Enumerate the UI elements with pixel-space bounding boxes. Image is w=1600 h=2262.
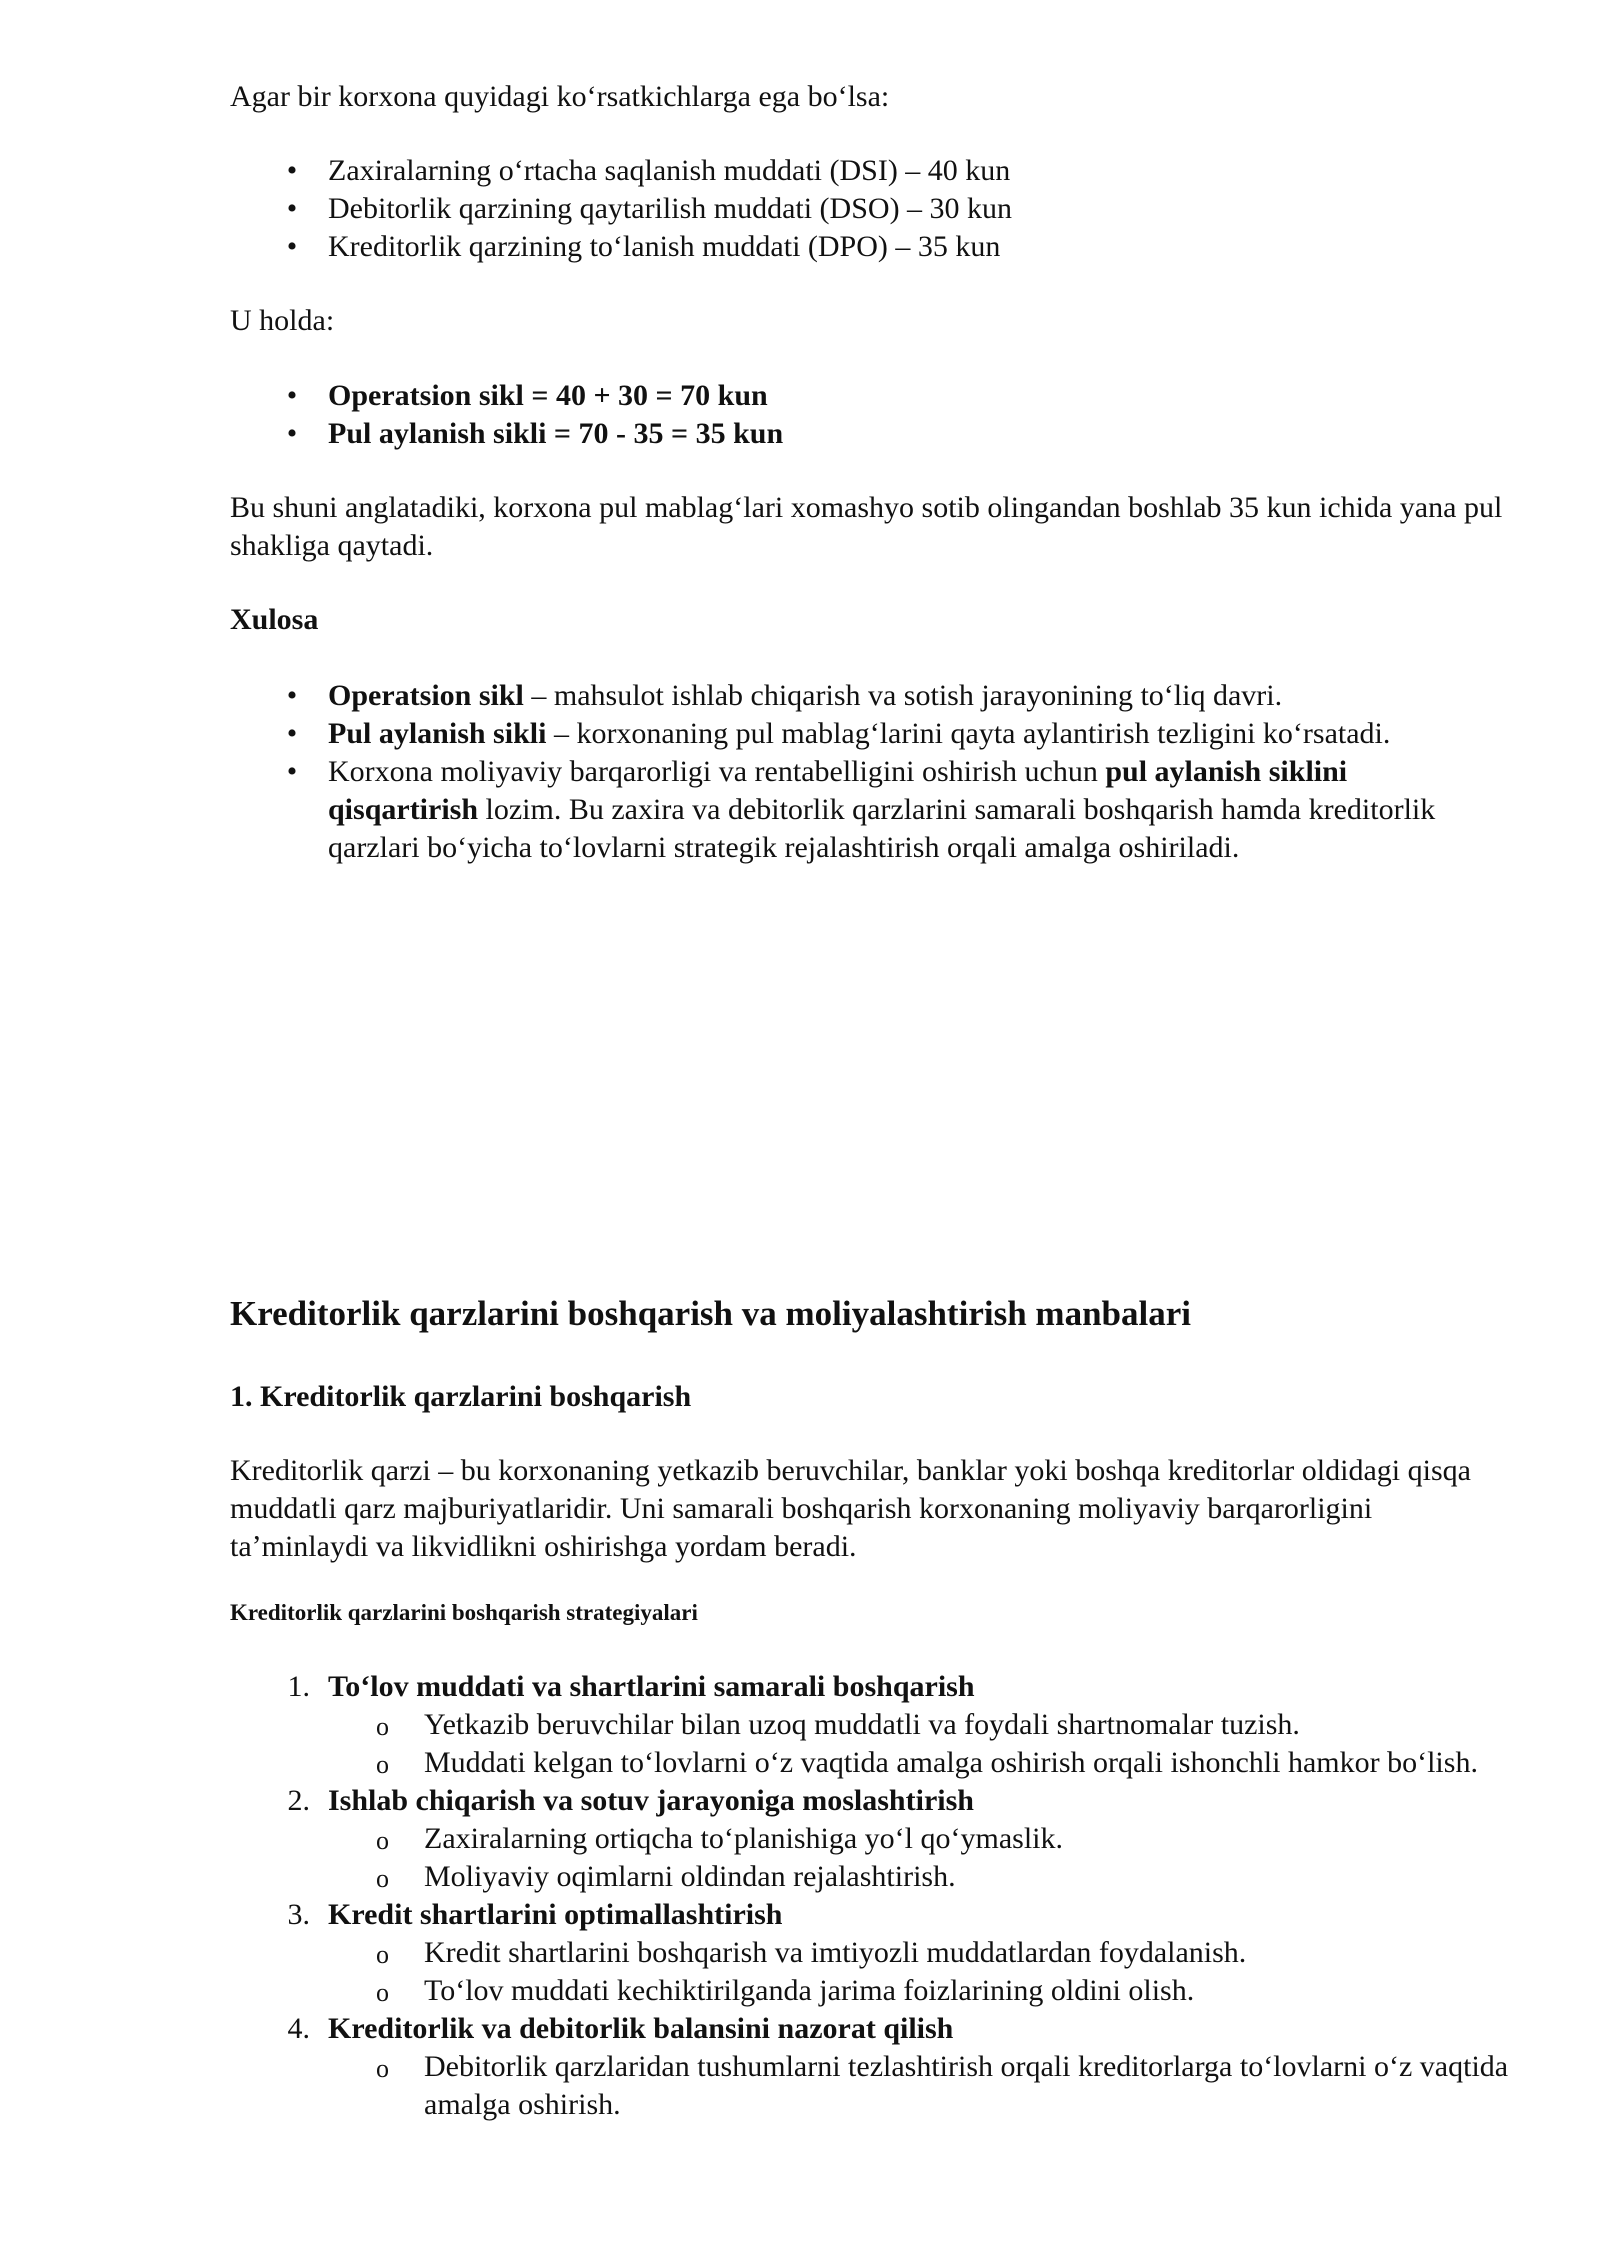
- sub-item: o Zaxiralarning ortiqcha toʻplanishiga yoʻl qoʻymaslik.: [328, 1820, 1510, 1858]
- bullet-icon: •: [286, 154, 298, 187]
- meaning-paragraph: Bu shuni anglatadiki, korxona pul mablagʻlari xomashyo sotib olingandan boshlab 35 kun ichida yana pul shakliga qaytadi.: [230, 491, 1503, 562]
- item-number: 4.: [287, 2012, 310, 2045]
- intro-text: Agar bir korxona quyidagi koʻrsatkichlarga ega boʻlsa:: [230, 80, 890, 113]
- circle-bullet-icon: o: [376, 1750, 389, 1779]
- sub-list: [328, 1820, 1510, 1896]
- circle-bullet-icon: o: [376, 1978, 389, 2007]
- bullet-icon: •: [286, 755, 298, 788]
- results-list: [0, 377, 1510, 453]
- circle-bullet-icon: o: [376, 1826, 389, 1855]
- circle-bullet-icon: o: [376, 1712, 389, 1741]
- list-item: • Zaxiralarning oʻrtacha saqlanish muddati (DSI) – 40 kun: [0, 152, 1510, 190]
- list-item: • Kreditorlik qarzining toʻlanish muddati (DPO) – 35 kun: [0, 228, 1510, 266]
- item-number: 2.: [287, 1784, 310, 1817]
- strategy-title: Kredit shartlarini optimallashtirish: [328, 1898, 783, 1931]
- item-number: 3.: [287, 1898, 310, 1931]
- list-item: • Debitorlik qarzining qaytarilish muddati (DSO) – 30 kun: [0, 190, 1510, 228]
- strategy-item: [0, 1896, 1510, 2010]
- strategy-title: Kreditorlik va debitorlik balansini nazorat qilish: [328, 2012, 954, 2045]
- then-label: U holda:: [230, 304, 335, 337]
- sub-item: o Muddati kelgan toʻlovlarni oʻz vaqtida amalga oshirish orqali ishonchli hamkor boʻlish.: [328, 1744, 1510, 1782]
- list-item: • Pul aylanish sikli – korxonaning pul mablagʻlarini qayta aylantirish tezligini koʻrsatadi.: [0, 715, 1510, 753]
- section-title: Kreditorlik qarzlarini boshqarish va moliyalashtirish manbalari: [230, 1294, 1191, 1333]
- circle-bullet-icon: o: [376, 1864, 389, 1893]
- strategies-list: [0, 1668, 1510, 2124]
- conclusion-title: Xulosa: [230, 603, 319, 636]
- item-number: 1.: [287, 1670, 310, 1703]
- strategy-item: [0, 2010, 1510, 2124]
- circle-bullet-icon: o: [376, 1940, 389, 1969]
- sub-list: [328, 2048, 1510, 2124]
- circle-bullet-icon: o: [376, 2054, 389, 2083]
- sub-item: o Moliyaviy oqimlarni oldindan rejalashtirish.: [328, 1858, 1510, 1896]
- bullet-icon: •: [286, 230, 298, 263]
- strategies-title: Kreditorlik qarzlarini boshqarish strategiyalari: [230, 1600, 698, 1625]
- sub-list: [328, 1934, 1510, 2010]
- strategy-item: [0, 1668, 1510, 1782]
- section-paragraph: Kreditorlik qarzi – bu korxonaning yetkazib beruvchilar, banklar yoki boshqa kreditorlar oldidagi qisqa muddatli qarz majburiyatlaridir. Uni samarali boshqarish korxonaning moliyaviy barqarorligini taʼminlaydi va likvidlikni oshirishga yordam beradi.: [230, 1454, 1471, 1563]
- sub-item: o Debitorlik qarzlaridan tushumlarni tezlashtirish orqali kreditorlarga toʻlovlarni oʻz vaqtida amalga oshirish.: [376, 2050, 1509, 2121]
- bullet-icon: •: [286, 679, 298, 712]
- sub-item: o Yetkazib beruvchilar bilan uzoq muddatli va foydali shartnomalar tuzish.: [328, 1706, 1510, 1744]
- bullet-icon: •: [286, 192, 298, 225]
- sub-list: [328, 1706, 1510, 1782]
- list-item: • Operatsion sikl – mahsulot ishlab chiqarish va sotish jarayonining toʻliq davri.: [0, 677, 1510, 715]
- list-item: • Operatsion sikl = 40 + 30 = 70 kun: [0, 377, 1510, 415]
- sub-item: o Kredit shartlarini boshqarish va imtiyozli muddatlardan foydalanish.: [328, 1934, 1510, 1972]
- indicators-list: [0, 152, 1510, 266]
- sub-item: o Toʻlov muddati kechiktirilganda jarima foizlarining oldini olish.: [328, 1972, 1510, 2010]
- bullet-icon: •: [286, 717, 298, 750]
- strategy-item: [0, 1782, 1510, 1896]
- section-subtitle: 1. Kreditorlik qarzlarini boshqarish: [230, 1380, 692, 1413]
- bullet-icon: •: [286, 417, 298, 450]
- strategy-title: Toʻlov muddati va shartlarini samarali boshqarish: [328, 1670, 975, 1703]
- conclusion-list: [0, 677, 1510, 867]
- bullet-icon: •: [286, 379, 298, 412]
- list-item: • Pul aylanish sikli = 70 - 35 = 35 kun: [0, 415, 1510, 453]
- list-item: • Korxona moliyaviy barqarorligi va rentabelligini oshirish uchun pul aylanish siklini qisqartirish lozim. Bu zaxira va debitorlik qarzlarini samarali boshqarish hamda kreditorlik qarzlari boʻyicha toʻlovlarni strategik rejalashtirish orqali amalga oshiriladi.: [0, 753, 1510, 867]
- strategy-title: Ishlab chiqarish va sotuv jarayoniga moslashtirish: [328, 1784, 974, 1817]
